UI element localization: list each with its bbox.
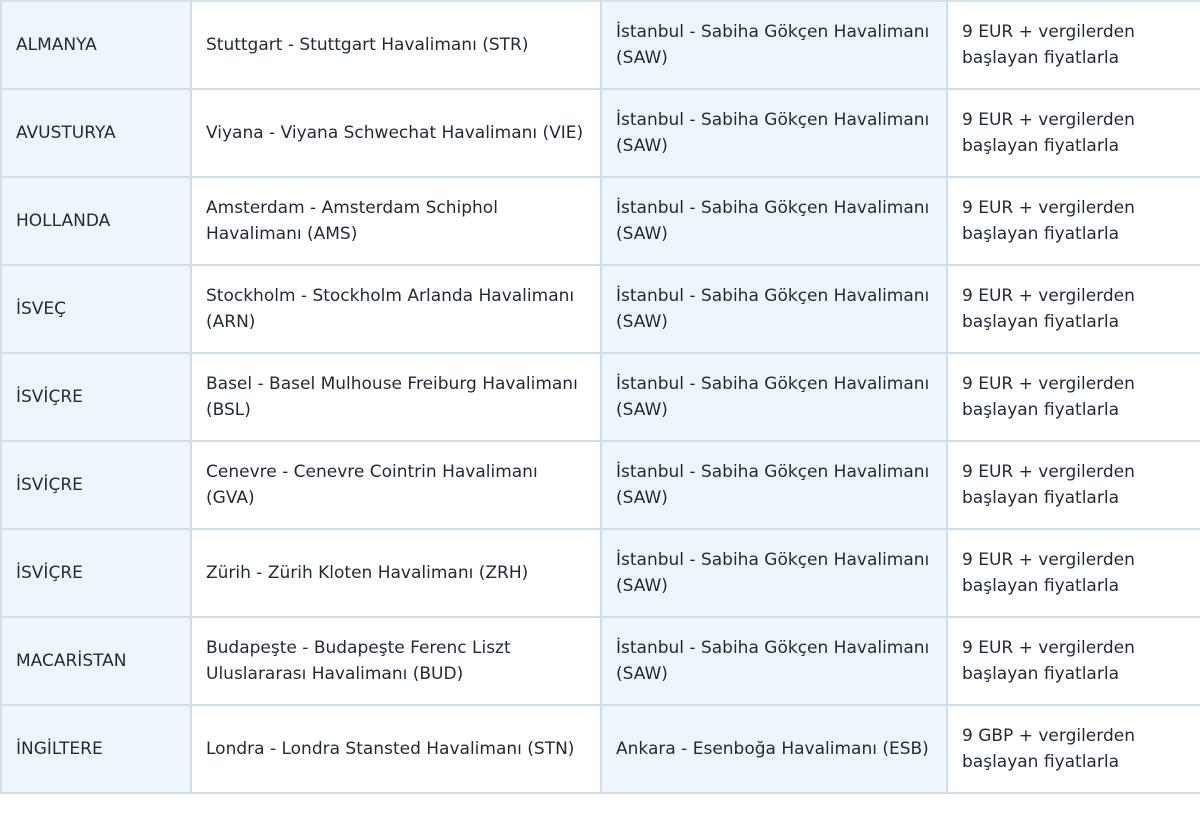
country-text: İSVİÇRE [16,475,83,495]
origin-cell [601,617,947,705]
price-text: 9 GBP + vergilerden başlayan fiyatlarla [962,726,1135,772]
country-cell [1,353,191,441]
origin-cell [601,353,947,441]
origin-text: İstanbul - Sabiha Gökçen Havalimanı (SAW) [616,374,930,420]
table-row [1,177,1200,265]
country-text: İNGİLTERE [16,739,103,759]
country-text: İSVİÇRE [16,387,83,407]
origin-text: İstanbul - Sabiha Gökçen Havalimanı (SAW) [616,550,930,596]
table-row [1,529,1200,617]
table-row [1,1,1200,89]
country-cell [1,265,191,353]
destination-text: Zürih - Zürih Kloten Havalimanı (ZRH) [206,563,529,583]
table-row [1,89,1200,177]
country-cell [1,177,191,265]
table-row [1,353,1200,441]
price-cell [947,1,1200,89]
country-text: ALMANYA [16,35,97,55]
origin-text: İstanbul - Sabiha Gökçen Havalimanı (SAW) [616,198,930,244]
price-text: 9 EUR + vergilerden başlayan fiyatlarla [962,22,1135,68]
country-cell [1,1,191,89]
country-text: MACARİSTAN [16,651,127,671]
destination-cell [191,617,601,705]
price-cell [947,265,1200,353]
country-cell [1,529,191,617]
destination-text: Amsterdam - Amsterdam Schiphol Havalimanı (AMS) [206,198,498,244]
destination-cell [191,177,601,265]
routes-table-body [1,1,1200,793]
origin-cell [601,529,947,617]
price-text: 9 EUR + vergilerden başlayan fiyatlarla [962,198,1135,244]
price-cell [947,89,1200,177]
price-text: 9 EUR + vergilerden başlayan fiyatlarla [962,638,1135,684]
country-cell [1,705,191,793]
destination-cell [191,353,601,441]
table-row [1,617,1200,705]
origin-cell [601,441,947,529]
destination-text: Viyana - Viyana Schwechat Havalimanı (VIE) [206,123,584,143]
price-cell [947,529,1200,617]
origin-cell [601,177,947,265]
origin-cell [601,705,947,793]
price-cell [947,441,1200,529]
country-cell [1,441,191,529]
destination-text: Stockholm - Stockholm Arlanda Havalimanı (ARN) [206,286,575,332]
price-cell [947,617,1200,705]
price-text: 9 EUR + vergilerden başlayan fiyatlarla [962,462,1135,508]
price-text: 9 EUR + vergilerden başlayan fiyatlarla [962,110,1135,156]
table-row [1,441,1200,529]
origin-text: İstanbul - Sabiha Gökçen Havalimanı (SAW) [616,462,930,508]
origin-cell [601,1,947,89]
destination-cell [191,529,601,617]
destination-cell [191,1,601,89]
destination-cell [191,89,601,177]
destination-text: Londra - Londra Stansted Havalimanı (STN) [206,739,575,759]
destination-text: Cenevre - Cenevre Cointrin Havalimanı (GVA) [206,462,538,508]
country-text: İSVEÇ [16,299,67,319]
destination-cell [191,705,601,793]
country-cell [1,89,191,177]
destination-cell [191,265,601,353]
origin-text: İstanbul - Sabiha Gökçen Havalimanı (SAW) [616,110,930,156]
price-text: 9 EUR + vergilerden başlayan fiyatlarla [962,550,1135,596]
table-row [1,705,1200,793]
price-text: 9 EUR + vergilerden başlayan fiyatlarla [962,374,1135,420]
destination-text: Budapeşte - Budapeşte Ferenc Liszt Uluslararası Havalimanı (BUD) [206,638,511,684]
price-cell [947,177,1200,265]
price-cell [947,705,1200,793]
table-row [1,265,1200,353]
origin-text: İstanbul - Sabiha Gökçen Havalimanı (SAW) [616,22,930,68]
destination-text: Stuttgart - Stuttgart Havalimanı (STR) [206,35,529,55]
country-text: HOLLANDA [16,211,111,231]
destination-text: Basel - Basel Mulhouse Freiburg Havalimanı (BSL) [206,374,578,420]
price-cell [947,353,1200,441]
country-text: İSVİÇRE [16,563,83,583]
destination-cell [191,441,601,529]
origin-cell [601,89,947,177]
origin-cell [601,265,947,353]
country-cell [1,617,191,705]
price-text: 9 EUR + vergilerden başlayan fiyatlarla [962,286,1135,332]
origin-text: Ankara - Esenboğa Havalimanı (ESB) [616,739,929,759]
country-text: AVUSTURYA [16,123,116,143]
origin-text: İstanbul - Sabiha Gökçen Havalimanı (SAW) [616,286,930,332]
origin-text: İstanbul - Sabiha Gökçen Havalimanı (SAW) [616,638,930,684]
